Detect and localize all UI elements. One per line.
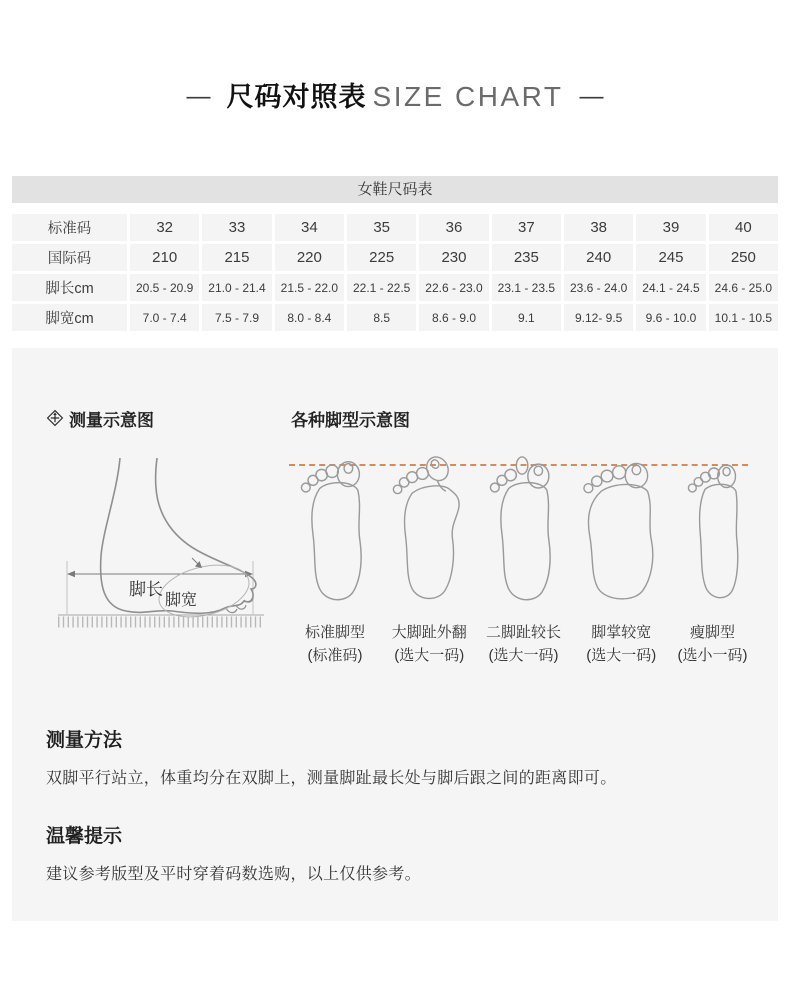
table-cell: 210 xyxy=(130,244,199,271)
foot-outline-long-second-toe-icon xyxy=(480,452,568,613)
foot-type-thin xyxy=(675,452,750,667)
measure-method-body: 双脚平行站立，体重均分在双脚上，测量脚趾最长处与脚后跟之间的距离即可。 xyxy=(46,770,617,787)
tips-body: 建议参考版型及平时穿着码数选购，以上仅供参考。 xyxy=(46,866,421,883)
foot-type-label xyxy=(678,621,748,667)
foot-type-label xyxy=(486,621,561,667)
diamond-cross-icon xyxy=(46,409,64,427)
foot-type-advice: (选大一码) xyxy=(586,647,657,664)
foot-type-name: 标准脚型 xyxy=(304,624,365,641)
table-cell: 40 xyxy=(709,214,778,241)
foot-type-long-second-toe xyxy=(480,452,568,667)
foot-type-valgus xyxy=(384,452,474,667)
table-cell: 7.5 - 7.9 xyxy=(202,304,271,331)
foot-types-title: 各种脚型示意图 xyxy=(291,410,410,430)
table-cell: 39 xyxy=(636,214,705,241)
page-title xyxy=(0,76,790,123)
row-label-foot-width: 脚宽cm xyxy=(12,304,127,331)
foot-length-label: 脚长 xyxy=(129,580,163,599)
table-cell: 36 xyxy=(419,214,488,241)
table-cell: 9.6 - 10.0 xyxy=(636,304,705,331)
title-dash-right: — xyxy=(579,83,604,110)
table-cell: 240 xyxy=(564,244,633,271)
size-table-title: 女鞋尺码表 xyxy=(12,176,778,203)
foot-types-row xyxy=(291,452,750,667)
table-cell: 21.0 - 21.4 xyxy=(202,274,271,301)
foot-type-wide xyxy=(573,452,670,667)
table-cell: 9.1 xyxy=(492,304,561,331)
row-label-standard-size: 标准码 xyxy=(12,214,127,241)
tips-section xyxy=(46,821,750,884)
measure-method-section xyxy=(46,725,750,788)
tips-title: 温馨提示 xyxy=(46,826,123,847)
table-cell: 37 xyxy=(492,214,561,241)
table-cell: 9.12- 9.5 xyxy=(564,304,633,331)
foot-type-name: 大脚趾外翻 xyxy=(391,624,467,641)
foot-outline-standard-icon xyxy=(291,452,379,613)
row-label-intl-size: 国际码 xyxy=(12,244,127,271)
foot-type-advice: (选大一码) xyxy=(488,647,559,664)
title-dash-left: — xyxy=(186,83,211,110)
table-cell: 24.6 - 25.0 xyxy=(709,274,778,301)
table-cell: 220 xyxy=(275,244,344,271)
table-cell: 24.1 - 24.5 xyxy=(636,274,705,301)
info-panel xyxy=(12,348,778,921)
measure-diagram-heading xyxy=(46,406,283,430)
foot-type-label xyxy=(392,621,467,667)
size-table-grid xyxy=(12,214,778,331)
foot-type-advice: (选小一码) xyxy=(677,647,748,664)
table-cell: 230 xyxy=(419,244,488,271)
measure-diagram-title: 测量示意图 xyxy=(69,410,154,430)
foot-side-view-diagram xyxy=(46,458,274,630)
page-title-cn: 尺码对照表 xyxy=(226,82,367,112)
foot-types-section xyxy=(291,406,750,667)
table-cell: 245 xyxy=(636,244,705,271)
foot-type-name: 瘦脚型 xyxy=(689,624,735,641)
foot-type-standard xyxy=(291,452,379,667)
foot-outline-valgus-icon xyxy=(384,452,474,613)
table-cell: 32 xyxy=(130,214,199,241)
foot-type-advice: (标准码) xyxy=(307,647,363,664)
foot-type-name: 脚掌较宽 xyxy=(591,624,652,641)
foot-types-heading xyxy=(291,406,750,430)
table-cell: 8.5 xyxy=(347,304,416,331)
table-cell: 225 xyxy=(347,244,416,271)
table-cell: 235 xyxy=(492,244,561,271)
table-cell: 38 xyxy=(564,214,633,241)
foot-type-advice: (选大一码) xyxy=(394,647,465,664)
measure-method-title: 测量方法 xyxy=(46,730,123,751)
page-title-en: SIZE CHART xyxy=(372,81,564,112)
foot-outline-thin-icon xyxy=(675,452,750,613)
row-label-foot-length: 脚长cm xyxy=(12,274,127,301)
table-cell: 21.5 - 22.0 xyxy=(275,274,344,301)
table-cell: 8.0 - 8.4 xyxy=(275,304,344,331)
table-cell: 35 xyxy=(347,214,416,241)
foot-width-label: 脚宽 xyxy=(164,592,198,609)
table-cell: 22.6 - 23.0 xyxy=(419,274,488,301)
table-cell: 8.6 - 9.0 xyxy=(419,304,488,331)
foot-type-name: 二脚趾较长 xyxy=(485,624,561,641)
table-cell: 20.5 - 20.9 xyxy=(130,274,199,301)
foot-type-label xyxy=(586,621,656,667)
table-cell: 34 xyxy=(275,214,344,241)
table-cell: 250 xyxy=(709,244,778,271)
table-cell: 23.6 - 24.0 xyxy=(564,274,633,301)
table-cell: 7.0 - 7.4 xyxy=(130,304,199,331)
measure-diagram-section xyxy=(46,406,283,667)
table-cell: 22.1 - 22.5 xyxy=(347,274,416,301)
table-cell: 215 xyxy=(202,244,271,271)
table-cell: 10.1 - 10.5 xyxy=(709,304,778,331)
foot-outline-wide-icon xyxy=(573,452,670,613)
foot-type-label xyxy=(305,621,365,667)
size-table xyxy=(12,176,778,331)
table-cell: 33 xyxy=(202,214,271,241)
table-cell: 23.1 - 23.5 xyxy=(492,274,561,301)
